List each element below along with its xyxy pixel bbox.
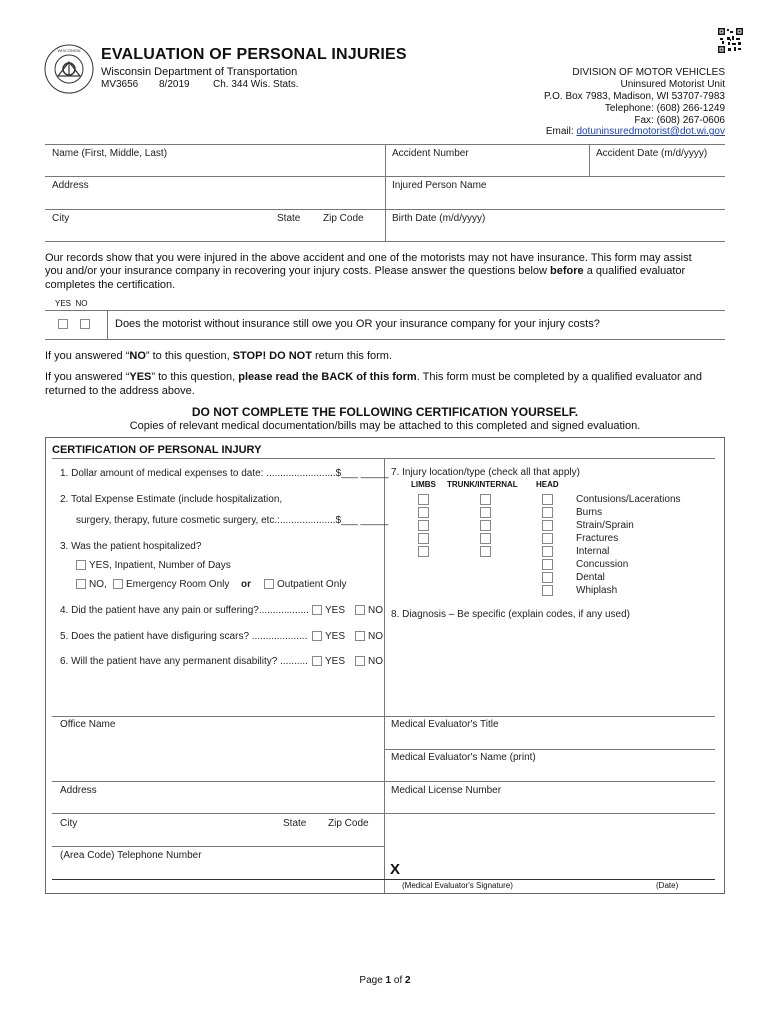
head-checkbox[interactable] bbox=[542, 494, 553, 505]
page-label: Page bbox=[359, 975, 386, 986]
bottom-zip-field[interactable]: Zip Code bbox=[328, 818, 369, 829]
q5-no-checkbox[interactable] bbox=[355, 631, 365, 641]
limbs-checkbox[interactable] bbox=[418, 507, 429, 518]
limbs-checkbox[interactable] bbox=[418, 520, 429, 531]
yes-header: YES bbox=[55, 299, 72, 308]
city-field[interactable]: City bbox=[52, 213, 70, 224]
date-label[interactable]: (Date) bbox=[656, 881, 679, 890]
intro-line-3: completes the certification. bbox=[45, 279, 176, 291]
q6-yes-checkbox[interactable] bbox=[312, 656, 322, 666]
intro-text: you and/or your insurance company in recovering your injury costs. Please answer the questions below bbox=[45, 265, 551, 277]
injury-type-label: Whiplash bbox=[576, 585, 618, 596]
email-link[interactable]: dotuninsuredmotorist@dot.wi.gov bbox=[576, 126, 725, 137]
instruction-no bbox=[45, 350, 392, 362]
mailing-address: P.O. Box 7983, Madison, WI 53707-7983 bbox=[543, 91, 725, 102]
instruction-text: ” to this question, bbox=[145, 350, 233, 362]
bottom-state-field[interactable]: State bbox=[283, 818, 307, 829]
form-number: MV3656 bbox=[101, 79, 139, 90]
q3-outpatient-label: Outpatient Only bbox=[277, 579, 347, 590]
instruction-text: ” to this question, bbox=[151, 371, 239, 383]
unit-name: Uninsured Motorist Unit bbox=[620, 79, 725, 90]
q4-pain-suffering: 4. Did the patient have any pain or suffering?.................. bbox=[60, 605, 309, 616]
q3-hospitalized: 3. Was the patient hospitalized? bbox=[60, 541, 202, 552]
division-name: DIVISION OF MOTOR VEHICLES bbox=[572, 67, 725, 78]
signature-label[interactable]: (Medical Evaluator's Signature) bbox=[402, 881, 513, 890]
q4-no-checkbox[interactable] bbox=[355, 605, 365, 615]
license-number-field[interactable]: Medical License Number bbox=[391, 785, 502, 796]
limbs-checkbox[interactable] bbox=[418, 546, 429, 557]
zip-field[interactable]: Zip Code bbox=[323, 213, 364, 224]
page-indicator bbox=[0, 975, 770, 986]
no-header: NO bbox=[75, 299, 88, 308]
cert-row-divider bbox=[52, 813, 715, 814]
injury-type-label: Strain/Sprain bbox=[576, 520, 634, 531]
instruction-yes-line-2: returned to the address above. bbox=[45, 385, 195, 397]
address-field[interactable]: Address bbox=[52, 180, 89, 191]
bottom-address-field[interactable]: Address bbox=[60, 785, 97, 796]
trunk-checkbox[interactable] bbox=[480, 546, 491, 557]
question-box-divider bbox=[107, 310, 108, 340]
question-no-checkbox[interactable] bbox=[80, 319, 90, 329]
page-total: 2 bbox=[405, 975, 411, 986]
telephone-field[interactable]: (Area Code) Telephone Number bbox=[60, 850, 202, 861]
top-table-divider bbox=[385, 144, 386, 241]
injured-person-name-field[interactable]: Injured Person Name bbox=[392, 180, 487, 191]
warning-subtitle: Copies of relevant medical documentation/bills may be attached to this completed and signed evaluation. bbox=[129, 420, 641, 432]
accident-date-field[interactable]: Accident Date (m/d/yyyy) bbox=[596, 148, 708, 159]
q6-no-checkbox[interactable] bbox=[355, 656, 365, 666]
office-name-field[interactable]: Office Name bbox=[60, 719, 116, 730]
head-checkbox[interactable] bbox=[542, 585, 553, 596]
instruction-yes bbox=[45, 371, 702, 383]
q3-no-label: NO, bbox=[89, 579, 107, 590]
q3-no-checkbox[interactable] bbox=[76, 579, 86, 589]
q5-yes-label: YES bbox=[325, 631, 346, 642]
top-table-divider bbox=[589, 144, 590, 176]
injury-type-label: Burns bbox=[576, 507, 603, 518]
signature-x-mark: X bbox=[390, 861, 401, 878]
state-field[interactable]: State bbox=[277, 213, 301, 224]
head-checkbox[interactable] bbox=[542, 520, 553, 531]
q2-expense-estimate: 2. Total Expense Estimate (include hospitalization, bbox=[60, 494, 283, 505]
form-revision-date: 8/2019 bbox=[159, 79, 190, 90]
page-label: of bbox=[391, 975, 406, 986]
question-yes-checkbox[interactable] bbox=[58, 319, 68, 329]
q5-no-label: NO bbox=[368, 631, 383, 642]
cert-row-divider bbox=[52, 781, 715, 782]
injury-type-label: Dental bbox=[576, 572, 605, 583]
head-checkbox[interactable] bbox=[542, 533, 553, 544]
trunk-checkbox[interactable] bbox=[480, 520, 491, 531]
trunk-checkbox[interactable] bbox=[480, 533, 491, 544]
q1-medical-expenses[interactable]: 1. Dollar amount of medical expenses to date: .........................$___ _____ bbox=[60, 468, 389, 479]
cert-row-divider bbox=[385, 749, 715, 750]
bottom-city-field[interactable]: City bbox=[60, 818, 78, 829]
q5-yes-checkbox[interactable] bbox=[312, 631, 322, 641]
warning-title: DO NOT COMPLETE THE FOLLOWING CERTIFICATION YOURSELF. bbox=[191, 405, 579, 419]
instruction-text: If you answered “ bbox=[45, 371, 130, 383]
instruction-emphasis: YES bbox=[129, 371, 152, 383]
intro-emphasis: before bbox=[550, 265, 584, 277]
q7-injury-location: 7. Injury location/type (check all that apply) bbox=[391, 467, 580, 478]
form-title: EVALUATION OF PERSONAL INJURIES bbox=[101, 46, 407, 63]
head-checkbox[interactable] bbox=[542, 507, 553, 518]
instruction-text: return this form. bbox=[311, 350, 393, 362]
q4-yes-checkbox[interactable] bbox=[312, 605, 322, 615]
signature-line bbox=[52, 879, 715, 880]
cert-row-divider bbox=[52, 716, 715, 717]
limbs-checkbox[interactable] bbox=[418, 494, 429, 505]
intro-line-1: Our records show that you were injured in the above accident and one of the motorists may not have insurance. This form may assist bbox=[45, 252, 692, 264]
intro-line-2 bbox=[45, 265, 685, 277]
intro-text: a qualified evaluator bbox=[583, 265, 686, 277]
instruction-emphasis: NO bbox=[129, 350, 146, 362]
head-checkbox[interactable] bbox=[542, 546, 553, 557]
page-number: 1 bbox=[385, 975, 392, 986]
instruction-emphasis: please read the BACK of this form bbox=[238, 371, 417, 383]
col-limbs-header: LIMBS bbox=[411, 480, 436, 489]
q4-no-label: NO bbox=[368, 605, 383, 616]
qr-code-icon bbox=[718, 28, 743, 53]
birth-date-field[interactable]: Birth Date (m/d/yyyy) bbox=[392, 213, 486, 224]
col-head-header: HEAD bbox=[536, 480, 559, 489]
evaluator-title-field[interactable]: Medical Evaluator's Title bbox=[391, 719, 499, 730]
head-checkbox[interactable] bbox=[542, 559, 553, 570]
trunk-checkbox[interactable] bbox=[480, 507, 491, 518]
evaluator-name-field[interactable]: Medical Evaluator's Name (print) bbox=[391, 752, 536, 763]
q3-or-label: or bbox=[241, 579, 251, 590]
q3-er-label: Emergency Room Only bbox=[126, 579, 230, 590]
q6-permanent-disability: 6. Will the patient have any permanent disability? .......... bbox=[60, 656, 308, 667]
injury-type-label: Concussion bbox=[576, 559, 629, 570]
injury-type-label: Internal bbox=[576, 546, 610, 557]
q3-yes-checkbox[interactable] bbox=[76, 560, 86, 570]
question-text: Does the motorist without insurance still owe you OR your insurance company for your injury costs? bbox=[115, 318, 600, 330]
q3-outpatient-checkbox[interactable] bbox=[264, 579, 274, 589]
svg-text:WISCONSIN: WISCONSIN bbox=[57, 48, 81, 53]
yes-no-header bbox=[55, 299, 87, 308]
col-trunk-header: TRUNK/INTERNAL bbox=[447, 480, 518, 489]
limbs-checkbox[interactable] bbox=[418, 533, 429, 544]
q8-diagnosis[interactable]: 8. Diagnosis – Be specific (explain codes, if any used) bbox=[391, 609, 631, 620]
email-label: Email: bbox=[545, 126, 574, 137]
wisconsin-dot-seal bbox=[44, 44, 94, 94]
q3-er-checkbox[interactable] bbox=[113, 579, 123, 589]
q6-no-label: NO bbox=[368, 656, 383, 667]
accident-number-field[interactable]: Accident Number bbox=[392, 148, 469, 159]
trunk-checkbox[interactable] bbox=[480, 494, 491, 505]
certification-heading: CERTIFICATION OF PERSONAL INJURY bbox=[52, 444, 262, 456]
statute-reference: Ch. 344 Wis. Stats. bbox=[213, 79, 299, 90]
instruction-text: If you answered “ bbox=[45, 350, 130, 362]
injury-type-label: Contusions/Lacerations bbox=[576, 494, 681, 505]
telephone: Telephone: (608) 266-1249 bbox=[604, 103, 725, 114]
top-table-bottom-border bbox=[45, 241, 725, 242]
q4-yes-label: YES bbox=[325, 605, 346, 616]
agency-name: Wisconsin Department of Transportation bbox=[101, 66, 298, 78]
instruction-text: . This form must be completed by a qualified evaluator and bbox=[416, 371, 703, 383]
q6-yes-label: YES bbox=[325, 656, 346, 667]
q2-expense-estimate-amount[interactable]: surgery, therapy, future cosmetic surgery, etc.:....................$___ _____ bbox=[76, 515, 389, 526]
head-checkbox[interactable] bbox=[542, 572, 553, 583]
instruction-emphasis: STOP! DO NOT bbox=[232, 350, 312, 362]
q5-disfiguring-scars: 5. Does the patient have disfiguring scars? .................... bbox=[60, 631, 308, 642]
cert-row-divider bbox=[52, 846, 385, 847]
injury-type-label: Fractures bbox=[576, 533, 619, 544]
email-line bbox=[546, 126, 725, 137]
fax: Fax: (608) 267-0606 bbox=[634, 115, 725, 126]
name-field[interactable]: Name (First, Middle, Last) bbox=[52, 148, 168, 159]
q3-yes-label: YES, Inpatient, Number of Days bbox=[89, 560, 231, 571]
